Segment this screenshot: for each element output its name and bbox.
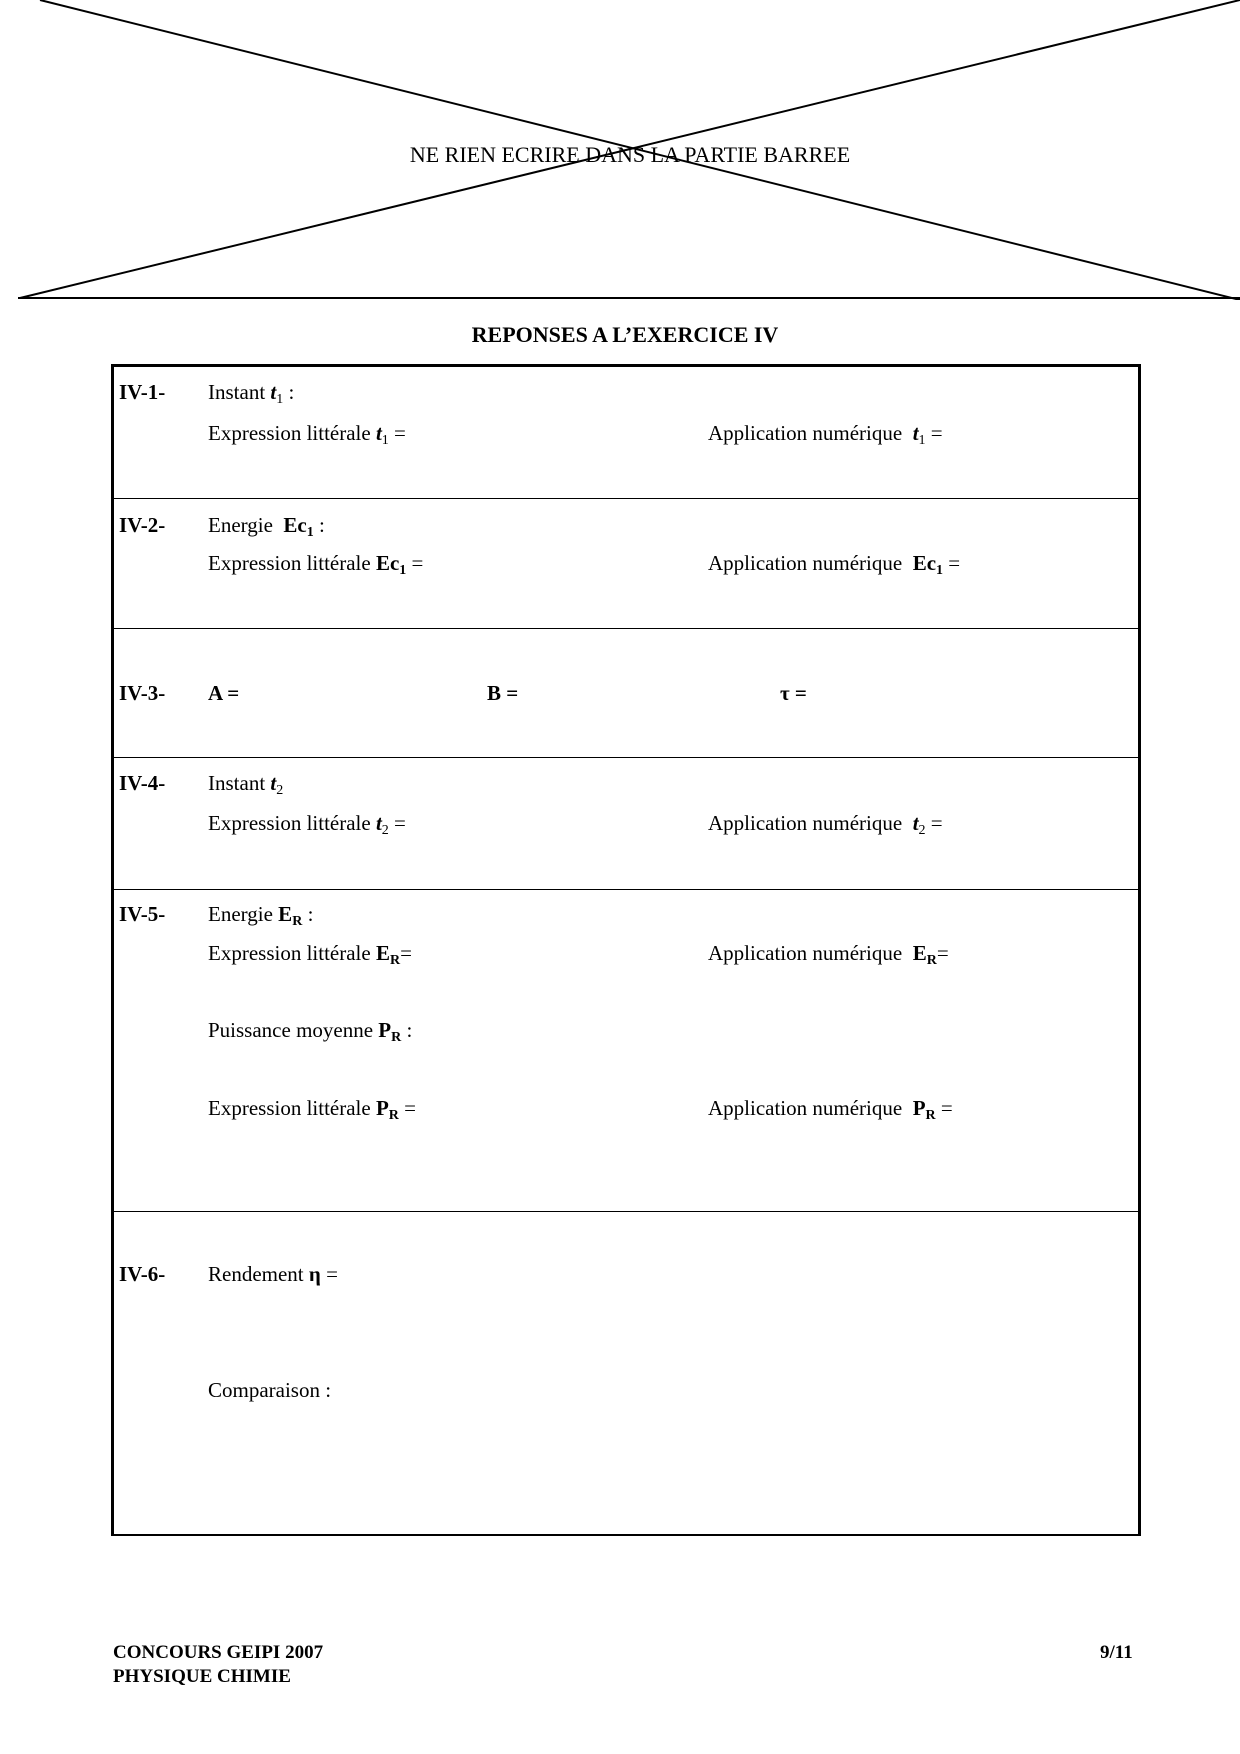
iv-5-power-expression-field[interactable]: Expression littérale $P_R$ = — [208, 1096, 416, 1123]
iv-4-heading: Instant $t_2$ — [208, 771, 284, 798]
iv-2-heading: Energie $Ec_1$ : — [208, 513, 325, 540]
row-label-iv-4: IV-4- — [119, 771, 166, 795]
iv-3-a-field[interactable]: A = — [208, 681, 240, 705]
iv-5-heading: Energie $E_R$ : — [208, 902, 314, 929]
iv-4-application-field[interactable]: Application numérique $t_2$ = — [708, 811, 943, 838]
footer-subject: PHYSIQUE CHIMIE — [113, 1666, 291, 1687]
do-not-write-notice: NE RIEN ECRIRE DANS LA PARTIE BARREE — [409, 142, 851, 167]
iv-5-power-application-field[interactable]: Application numérique $P_R$ = — [708, 1096, 953, 1123]
row-divider — [114, 498, 1138, 499]
page-title: REPONSES A L’EXERCICE IV — [471, 322, 779, 347]
iv-2-application-field[interactable]: Application numérique $Ec_1$ = — [708, 551, 961, 578]
page-number: 9/11 — [1100, 1642, 1133, 1663]
row-label-iv-3: IV-3- — [119, 681, 166, 705]
iv-2-expression-field[interactable]: Expression littérale $Ec_1$ = — [208, 551, 424, 578]
iv-5-energy-expression-field[interactable]: Expression littérale $E_R=$ — [208, 941, 412, 968]
iv-5-power-heading: Puissance moyenne $P_R$ : — [208, 1018, 413, 1045]
iv-6-rendement-field[interactable]: Rendement η = — [208, 1262, 338, 1286]
iv-4-expression-field[interactable]: Expression littérale $t_2$ = — [208, 811, 406, 838]
row-divider — [114, 628, 1138, 629]
row-divider — [114, 757, 1138, 758]
footer-contest: CONCOURS GEIPI 2007 — [113, 1642, 324, 1663]
iv-1-heading: Instant $t_1$ : — [208, 380, 295, 407]
row-divider — [114, 1211, 1138, 1212]
iv-1-expression-field[interactable]: Expression littérale $t_1$ = — [208, 421, 406, 448]
iv-3-tau-field[interactable]: τ = — [780, 681, 807, 705]
iv-1-application-field[interactable]: Application numérique $t_1$ = — [708, 421, 943, 448]
row-label-iv-2: IV-2- — [119, 513, 166, 537]
row-label-iv-1: IV-1- — [119, 380, 166, 404]
row-label-iv-6: IV-6- — [119, 1262, 166, 1286]
row-divider — [114, 889, 1138, 890]
iv-5-energy-application-field[interactable]: Application numérique $E_R=$ — [708, 941, 949, 968]
iv-3-b-field[interactable]: B = — [487, 681, 519, 705]
row-label-iv-5: IV-5- — [119, 902, 166, 926]
iv-6-comparaison-field[interactable]: Comparaison : — [208, 1378, 332, 1402]
